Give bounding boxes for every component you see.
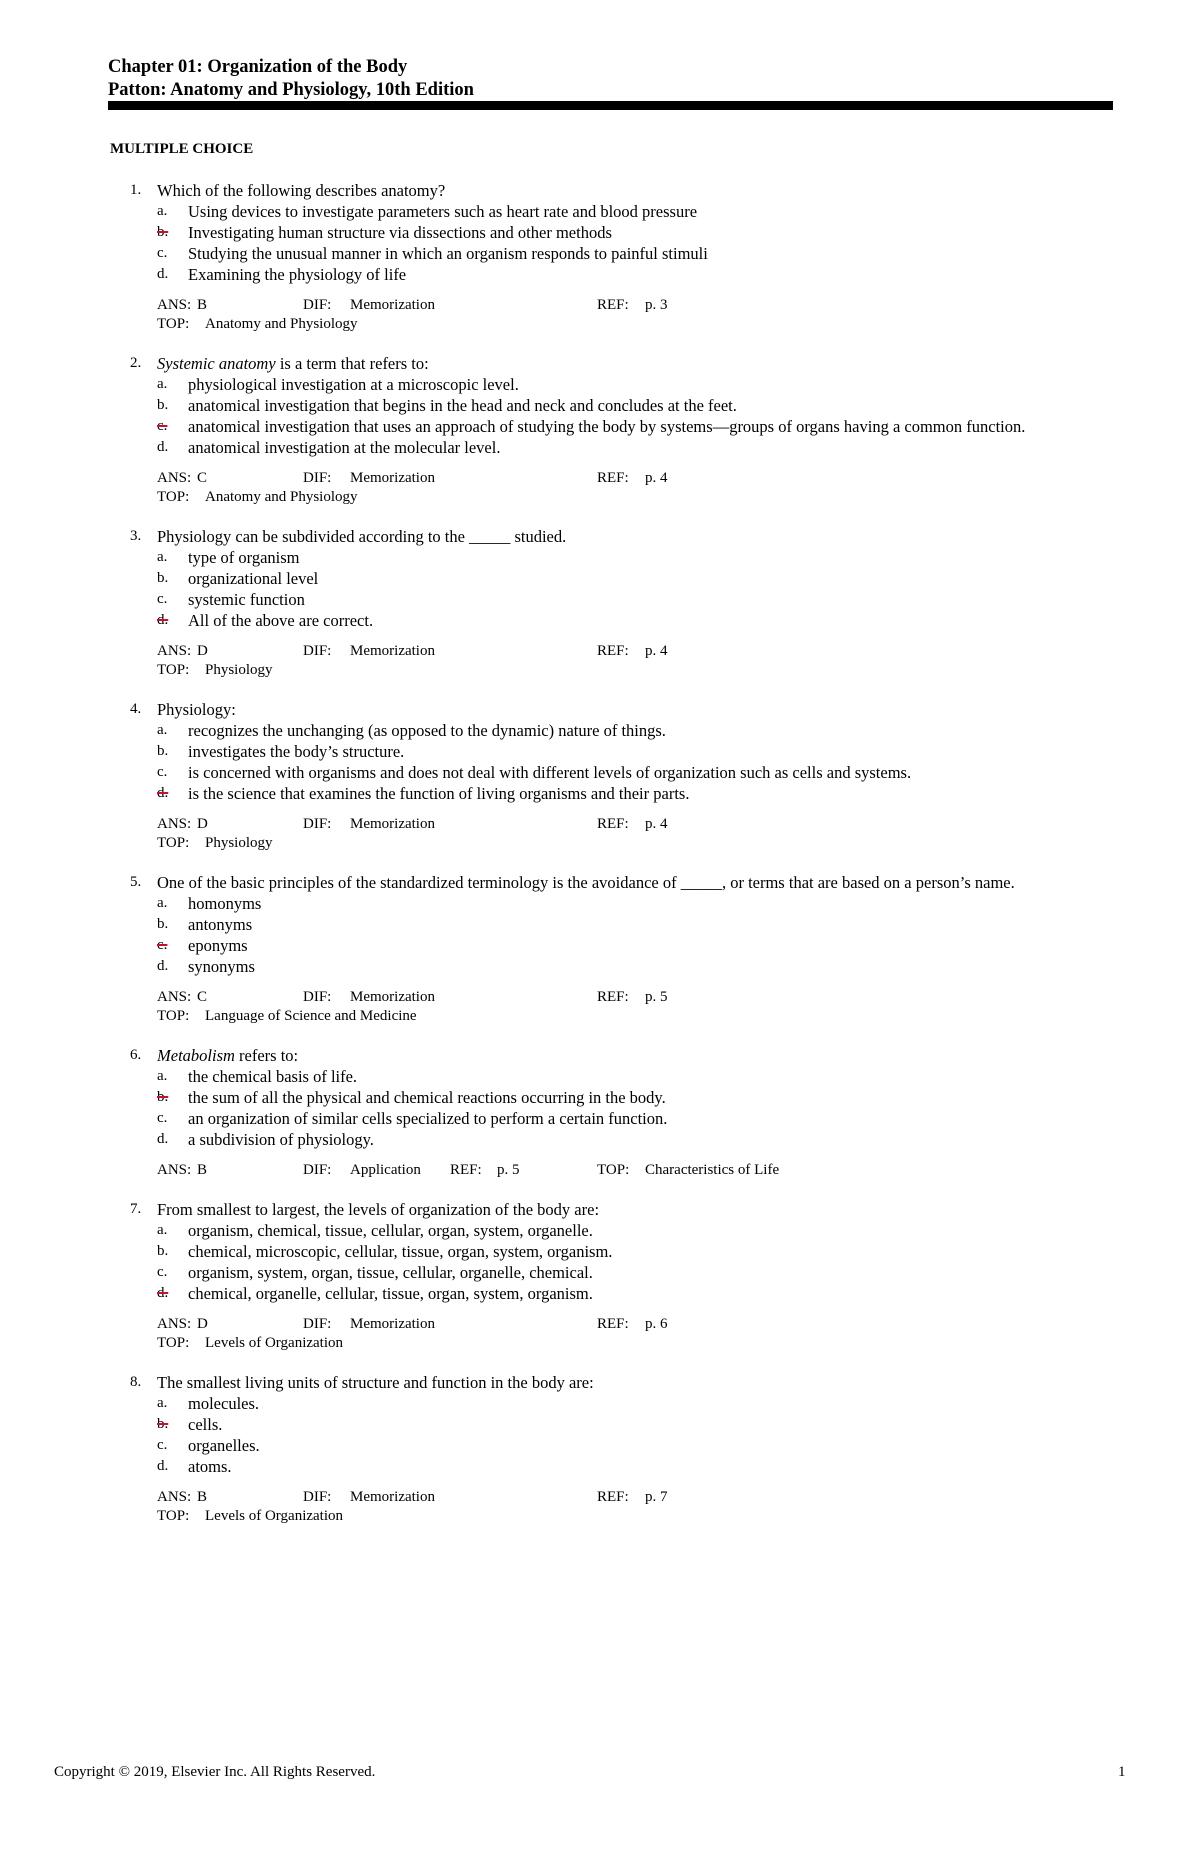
answer-option xyxy=(110,395,1110,416)
ans-label: ANS: xyxy=(157,989,192,1005)
question-stem xyxy=(110,872,1110,893)
page-number: 1 xyxy=(1118,1764,1126,1780)
answer-option xyxy=(110,264,1110,285)
answer-metadata xyxy=(110,469,1110,507)
answer-option xyxy=(110,589,1110,610)
ans-value: C xyxy=(197,470,208,486)
ans-label: ANS: xyxy=(157,1162,192,1178)
option-text: is concerned with organisms and does not deal with different levels of organization such as cells and systems. xyxy=(188,763,912,782)
dif-value: Memorization xyxy=(350,1316,435,1332)
dif-value: Memorization xyxy=(350,989,435,1005)
question-text: Physiology: xyxy=(157,700,236,719)
dif-value: Memorization xyxy=(350,297,435,313)
option-text: homonyms xyxy=(188,894,262,913)
question-stem xyxy=(110,1199,1110,1220)
option-text: chemical, organelle, cellular, tissue, organ, system, organism. xyxy=(188,1284,593,1303)
ans-value: D xyxy=(197,643,208,659)
question-text: is a term that refers to: xyxy=(275,354,429,373)
option-text: molecules. xyxy=(188,1394,260,1413)
top-label: TOP: xyxy=(157,1508,190,1524)
question-text: Which of the following describes anatomy? xyxy=(157,181,446,200)
ans-label: ANS: xyxy=(157,816,192,832)
answer-option xyxy=(110,1066,1110,1087)
option-letter: b. xyxy=(157,1243,169,1259)
question-list xyxy=(110,180,1110,1545)
option-letter: d. xyxy=(157,439,169,455)
ans-value: B xyxy=(197,1162,208,1178)
answer-option xyxy=(110,1393,1110,1414)
option-letter: a. xyxy=(157,1395,168,1411)
question-item xyxy=(110,526,1110,680)
header-rule xyxy=(108,101,1113,110)
answer-option-correct xyxy=(110,935,1110,956)
question-item xyxy=(110,699,1110,853)
option-letter: c. xyxy=(157,937,168,953)
answer-option xyxy=(110,893,1110,914)
question-item xyxy=(110,1372,1110,1526)
question-item xyxy=(110,1045,1110,1180)
dif-value: Memorization xyxy=(350,643,435,659)
ref-label: REF: xyxy=(597,989,629,1005)
option-letter: c. xyxy=(157,1110,168,1126)
answer-option xyxy=(110,1262,1110,1283)
option-text: Examining the physiology of life xyxy=(188,265,407,284)
ref-value: p. 4 xyxy=(645,643,668,659)
question-number: 4. xyxy=(130,701,142,717)
ref-label: REF: xyxy=(597,816,629,832)
ref-label: REF: xyxy=(597,297,629,313)
option-letter: a. xyxy=(157,722,168,738)
question-text: The smallest living units of structure and function in the body are: xyxy=(157,1373,594,1392)
question-item xyxy=(110,180,1110,334)
ans-label: ANS: xyxy=(157,1489,192,1505)
ans-value: D xyxy=(197,1316,208,1332)
question-text: From smallest to largest, the levels of organization of the body are: xyxy=(157,1200,600,1219)
top-value: Levels of Organization xyxy=(205,1508,344,1524)
answer-option xyxy=(110,1220,1110,1241)
chapter-title: Chapter 01: Organization of the Body xyxy=(108,57,408,77)
question-stem xyxy=(110,180,1110,201)
question-text: refers to: xyxy=(234,1046,299,1065)
option-letter: c. xyxy=(157,418,168,434)
dif-value: Memorization xyxy=(350,1489,435,1505)
option-letter: c. xyxy=(157,591,168,607)
question-stem xyxy=(110,526,1110,547)
option-letter: b. xyxy=(157,570,169,586)
option-letter: c. xyxy=(157,245,168,261)
option-text: anatomical investigation at the molecular level. xyxy=(188,438,501,457)
dif-value: Application xyxy=(350,1162,421,1178)
dif-label: DIF: xyxy=(303,816,332,832)
question-item xyxy=(110,353,1110,507)
top-label: TOP: xyxy=(157,662,190,678)
top-label: TOP: xyxy=(157,835,190,851)
top-value: Physiology xyxy=(205,662,273,678)
ref-value: p. 6 xyxy=(645,1316,668,1332)
question-stem xyxy=(110,353,1110,374)
dif-label: DIF: xyxy=(303,297,332,313)
option-text: atoms. xyxy=(188,1457,232,1476)
answer-option xyxy=(110,741,1110,762)
ans-label: ANS: xyxy=(157,297,192,313)
option-letter: a. xyxy=(157,1068,168,1084)
question-stem xyxy=(110,699,1110,720)
book-title: Patton: Anatomy and Physiology, 10th Edition xyxy=(108,80,474,100)
ans-label: ANS: xyxy=(157,1316,192,1332)
ans-label: ANS: xyxy=(157,470,192,486)
ans-value: B xyxy=(197,1489,208,1505)
dif-label: DIF: xyxy=(303,1489,332,1505)
answer-option xyxy=(110,568,1110,589)
ref-value: p. 5 xyxy=(497,1162,520,1178)
answer-option xyxy=(110,762,1110,783)
option-text: an organization of similar cells specialized to perform a certain function. xyxy=(188,1109,668,1128)
option-letter: d. xyxy=(157,612,169,628)
top-value: Levels of Organization xyxy=(205,1335,344,1351)
option-text: investigates the body’s structure. xyxy=(188,742,405,761)
option-letter: a. xyxy=(157,203,168,219)
question-number: 6. xyxy=(130,1047,142,1063)
top-value: Characteristics of Life xyxy=(645,1162,780,1178)
ref-label: REF: xyxy=(450,1162,482,1178)
ref-value: p. 5 xyxy=(645,989,668,1005)
option-text: is the science that examines the function of living organisms and their parts. xyxy=(188,784,690,803)
answer-option xyxy=(110,201,1110,222)
option-text: type of organism xyxy=(188,548,300,567)
answer-metadata xyxy=(110,1315,1110,1353)
top-label: TOP: xyxy=(157,316,190,332)
answer-option xyxy=(110,1456,1110,1477)
answer-option-correct xyxy=(110,783,1110,804)
answer-option-correct xyxy=(110,610,1110,631)
dif-label: DIF: xyxy=(303,643,332,659)
top-label: TOP: xyxy=(157,1008,190,1024)
option-letter: a. xyxy=(157,549,168,565)
option-letter: d. xyxy=(157,1131,169,1147)
option-text: anatomical investigation that begins in the head and neck and concludes at the feet. xyxy=(188,396,737,415)
ref-value: p. 4 xyxy=(645,470,668,486)
answer-option-correct xyxy=(110,1087,1110,1108)
answer-option xyxy=(110,1241,1110,1262)
option-letter: a. xyxy=(157,895,168,911)
copyright-notice: Copyright © 2019, Elsevier Inc. All Rights Reserved. xyxy=(54,1764,376,1780)
answer-option xyxy=(110,1435,1110,1456)
ref-label: REF: xyxy=(597,470,629,486)
option-text: Studying the unusual manner in which an organism responds to painful stimuli xyxy=(188,244,708,263)
option-letter: b. xyxy=(157,743,169,759)
answer-option xyxy=(110,1129,1110,1150)
option-letter: c. xyxy=(157,764,168,780)
question-number: 2. xyxy=(130,355,142,371)
option-letter: a. xyxy=(157,1222,168,1238)
question-italic-term: Systemic anatomy xyxy=(157,354,276,373)
answer-metadata xyxy=(110,1488,1110,1526)
question-stem xyxy=(110,1045,1110,1066)
dif-label: DIF: xyxy=(303,470,332,486)
option-text: recognizes the unchanging (as opposed to the dynamic) nature of things. xyxy=(188,721,666,740)
answer-option-correct xyxy=(110,222,1110,243)
question-text: Physiology can be subdivided according to the _____ studied. xyxy=(157,527,567,546)
ref-value: p. 4 xyxy=(645,816,668,832)
answer-option-correct xyxy=(110,1283,1110,1304)
dif-label: DIF: xyxy=(303,989,332,1005)
answer-metadata xyxy=(110,642,1110,680)
option-letter: a. xyxy=(157,376,168,392)
option-letter: d. xyxy=(157,785,169,801)
dif-label: DIF: xyxy=(303,1162,332,1178)
option-text: antonyms xyxy=(188,915,253,934)
top-value: Anatomy and Physiology xyxy=(205,316,358,332)
answer-option xyxy=(110,1108,1110,1129)
ref-value: p. 7 xyxy=(645,1489,668,1505)
top-label: TOP: xyxy=(157,1335,190,1351)
option-text: Using devices to investigate parameters such as heart rate and blood pressure xyxy=(188,202,698,221)
answer-option xyxy=(110,437,1110,458)
top-label: TOP: xyxy=(157,489,190,505)
option-text: cells. xyxy=(188,1415,223,1434)
ans-value: D xyxy=(197,816,208,832)
question-text: One of the basic principles of the standardized terminology is the avoidance of _____, or terms that are based on a person’s name. xyxy=(157,873,1015,892)
dif-value: Memorization xyxy=(350,470,435,486)
question-item xyxy=(110,872,1110,1026)
ans-value: B xyxy=(197,297,208,313)
ref-label: REF: xyxy=(597,1489,629,1505)
dif-label: DIF: xyxy=(303,1316,332,1332)
option-letter: b. xyxy=(157,397,169,413)
answer-metadata xyxy=(110,988,1110,1026)
question-number: 5. xyxy=(130,874,142,890)
answer-option xyxy=(110,243,1110,264)
option-text: organism, system, organ, tissue, cellular, organelle, chemical. xyxy=(188,1263,593,1282)
question-number: 3. xyxy=(130,528,142,544)
option-letter: d. xyxy=(157,958,169,974)
question-italic-term: Metabolism xyxy=(157,1046,235,1065)
question-number: 1. xyxy=(130,182,142,198)
option-letter: c. xyxy=(157,1264,168,1280)
answer-option xyxy=(110,720,1110,741)
question-stem xyxy=(110,1372,1110,1393)
option-text: organizational level xyxy=(188,569,319,588)
option-text: All of the above are correct. xyxy=(188,611,374,630)
ans-label: ANS: xyxy=(157,643,192,659)
option-text: Investigating human structure via dissections and other methods xyxy=(188,223,612,242)
answer-metadata xyxy=(110,815,1110,853)
answer-option-correct xyxy=(110,1414,1110,1435)
option-text: the chemical basis of life. xyxy=(188,1067,358,1086)
ref-value: p. 3 xyxy=(645,297,668,313)
option-text: synonyms xyxy=(188,957,255,976)
section-heading: MULTIPLE CHOICE xyxy=(110,141,254,157)
document-header xyxy=(108,56,1113,102)
option-text: anatomical investigation that uses an approach of studying the body by systems—groups of organs having a common function. xyxy=(188,417,1026,436)
answer-metadata xyxy=(110,296,1110,334)
option-text: physiological investigation at a microscopic level. xyxy=(188,375,519,394)
answer-option xyxy=(110,956,1110,977)
option-letter: d. xyxy=(157,1458,169,1474)
option-text: a subdivision of physiology. xyxy=(188,1130,374,1149)
option-text: organelles. xyxy=(188,1436,260,1455)
question-number: 8. xyxy=(130,1374,142,1390)
answer-option xyxy=(110,914,1110,935)
dif-value: Memorization xyxy=(350,816,435,832)
question-item xyxy=(110,1199,1110,1353)
question-number: 7. xyxy=(130,1201,142,1217)
option-letter: c. xyxy=(157,1437,168,1453)
answer-option-correct xyxy=(110,416,1110,437)
answer-option xyxy=(110,547,1110,568)
answer-metadata xyxy=(110,1161,1110,1180)
ans-value: C xyxy=(197,989,208,1005)
ref-label: REF: xyxy=(597,1316,629,1332)
answer-option xyxy=(110,374,1110,395)
option-letter: d. xyxy=(157,266,169,282)
option-text: organism, chemical, tissue, cellular, organ, system, organelle. xyxy=(188,1221,593,1240)
top-label: TOP: xyxy=(597,1162,630,1178)
option-letter: b. xyxy=(157,1089,169,1105)
option-letter: d. xyxy=(157,1285,169,1301)
option-text: systemic function xyxy=(188,590,305,609)
option-text: eponyms xyxy=(188,936,248,955)
option-letter: b. xyxy=(157,224,169,240)
option-text: chemical, microscopic, cellular, tissue, organ, system, organism. xyxy=(188,1242,613,1261)
option-letter: b. xyxy=(157,1416,169,1432)
top-value: Anatomy and Physiology xyxy=(205,489,358,505)
ref-label: REF: xyxy=(597,643,629,659)
option-letter: b. xyxy=(157,916,169,932)
top-value: Language of Science and Medicine xyxy=(205,1008,417,1024)
top-value: Physiology xyxy=(205,835,273,851)
option-text: the sum of all the physical and chemical reactions occurring in the body. xyxy=(188,1088,666,1107)
